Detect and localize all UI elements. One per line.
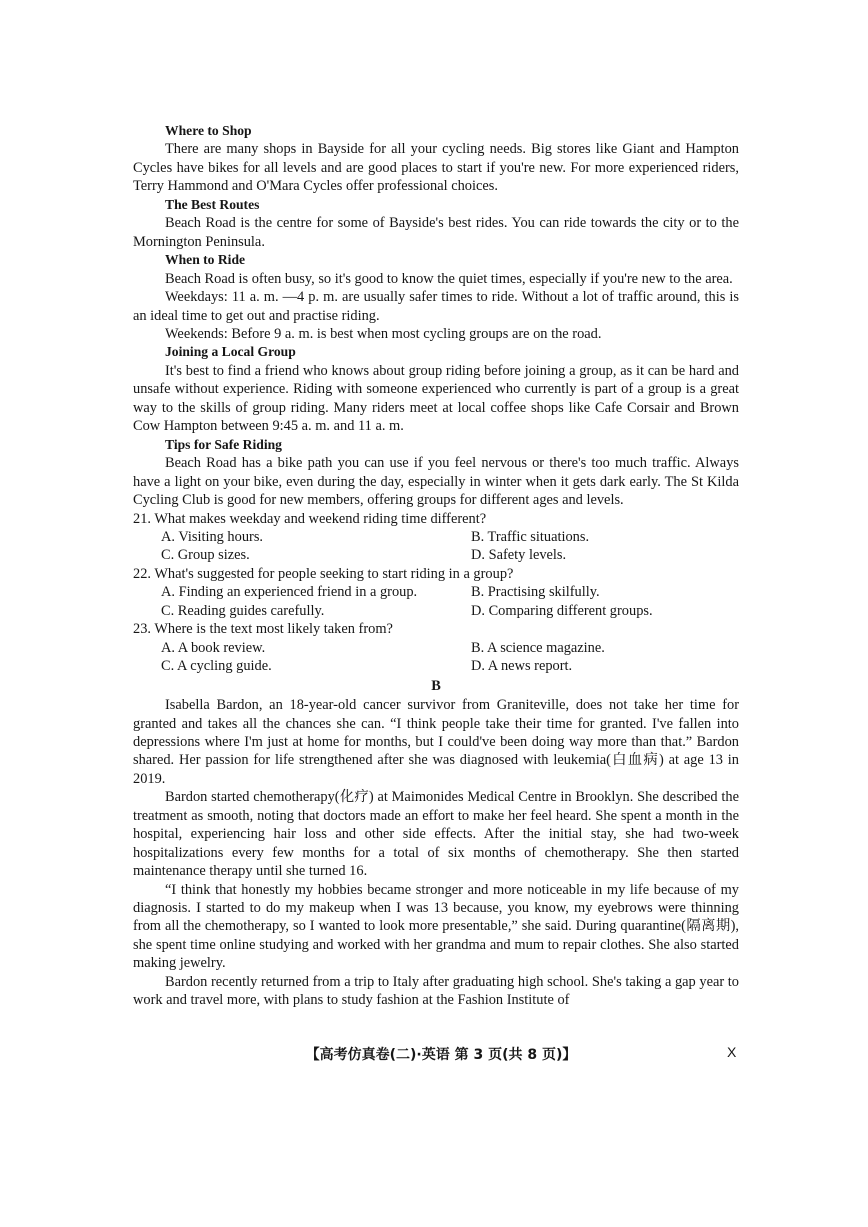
section-heading: The Best Routes — [165, 196, 260, 212]
paragraph: Isabella Bardon, an 18-year-old cancer survivor from Graniteville, does not take her time for granted and takes all the chances she can. “I think people take their time for granted. I've fallen into depressions where I'm just at home for months, but I could've been doing way more than that.” Bardon shared. Her passion for life strengthened after she was diagnosed with leukemia(白血病) at age 13 in 2019. — [133, 697, 739, 787]
option-a: A. A book review. — [161, 639, 266, 656]
passage-a — [133, 122, 739, 510]
option-grid — [133, 528, 739, 565]
passage-label: B — [431, 677, 441, 694]
passage-b — [133, 677, 739, 1010]
option-c: C. Reading guides carefully. — [161, 602, 325, 619]
option-b: B. Practising skilfully. — [471, 584, 600, 601]
option-a: A. Visiting hours. — [161, 528, 264, 545]
paragraph: Beach Road is often busy, so it's good to know the quiet times, especially if you're new to the area. — [165, 270, 733, 287]
paragraph: Beach Road has a bike path you can use if you feel nervous or there's too much traffic. Always have a light on your bike, even during the day, especially in winter when it gets dark early. The St Kilda Cycling Club is good for new members, offering groups for different ages and levels. — [133, 455, 739, 509]
section-when-to-ride — [133, 251, 739, 343]
section-heading: Tips for Safe Riding — [165, 436, 282, 452]
section-heading: Where to Shop — [165, 123, 252, 138]
question-23 — [133, 620, 739, 675]
section-where-to-shop — [133, 122, 739, 196]
option-d: D. Comparing different groups. — [471, 602, 653, 619]
option-d: D. A news report. — [471, 658, 573, 675]
footer-mark: X — [727, 1044, 737, 1060]
option-b: B. Traffic situations. — [471, 528, 590, 545]
section-joining-group — [133, 343, 739, 435]
body-text — [133, 122, 739, 1010]
section-heading: Joining a Local Group — [165, 344, 296, 360]
paragraph: “I think that honestly my hobbies became stronger and more noticeable in my life because of my diagnosis. I started to do my makeup when I was 13 because, you know, my eyebrows were thinning from all the chemotherapy, so I wanted to look more presentable,” she said. During quarantine(隔离期), she spent time online studying and worked with her grandma and mum to repair clothes. She also started making jewelry. — [133, 881, 739, 972]
question-21 — [133, 510, 739, 565]
paragraph: Bardon recently returned from a trip to Italy after graduating high school. She's taking a gap year to work and travel more, with plans to study fashion at the Fashion Institute of — [133, 973, 739, 1009]
question-stem: 22. What's suggested for people seeking to start riding in a group? — [133, 565, 514, 582]
option-b: B. A science magazine. — [471, 639, 605, 656]
question-22 — [133, 565, 739, 620]
paragraph: Weekends: Before 9 a. m. is best when most cycling groups are on the road. — [165, 325, 602, 342]
question-list — [133, 510, 739, 676]
question-stem: 21. What makes weekday and weekend riding time different? — [133, 510, 487, 527]
question-stem: 23. Where is the text most likely taken from? — [133, 621, 393, 638]
option-grid — [133, 583, 739, 620]
footer-page-info: 【高考仿真卷(二)·英语 第 3 页(共 8 页)】 — [305, 1047, 577, 1063]
paragraph: Bardon started chemotherapy(化疗) at Maimonides Medical Centre in Brooklyn. She described the treatment as smooth, noting that doctors made an effort to make her feel heard. She spent a month in the hospital, experiencing hair loss and other side effects. After the initial stay, she had two-week hospitalizations every few months for a total of six months of chemotherapy. She then started maintenance therapy until she turned 16. — [133, 789, 739, 880]
option-d: D. Safety levels. — [471, 547, 567, 564]
paragraph: It's best to find a friend who knows about group riding before joining a group, as it can be hard and unsafe without experience. Riding with someone experienced who currently is part of a group is a great way to the skills of group riding. Many riders meet at local coffee shops like Cafe Corsair and Brown Cow Hampton between 9:45 a. m. and 11 a. m. — [133, 362, 739, 435]
option-grid — [133, 639, 739, 676]
section-safe-riding — [133, 436, 739, 510]
paragraph: Beach Road is the centre for some of Bayside's best rides. You can ride towards the city or to the Mornington Peninsula. — [133, 215, 739, 250]
paragraph: There are many shops in Bayside for all your cycling needs. Big stores like Giant and Hampton Cycles have bikes for all levels and are good places to start if you're new. For more experienced riders, Terry Hammond and O'Mara Cycles offer professional choices. — [133, 141, 739, 195]
paragraph: Weekdays: 11 a. m. —4 p. m. are usually safer times to ride. Without a lot of traffic around, this is an ideal time to get out and practise riding. — [133, 289, 739, 324]
option-c: C. A cycling guide. — [161, 658, 272, 675]
section-heading: When to Ride — [165, 252, 246, 268]
option-a: A. Finding an experienced friend in a group. — [161, 584, 418, 601]
option-c: C. Group sizes. — [161, 547, 250, 564]
section-best-routes — [133, 196, 739, 251]
